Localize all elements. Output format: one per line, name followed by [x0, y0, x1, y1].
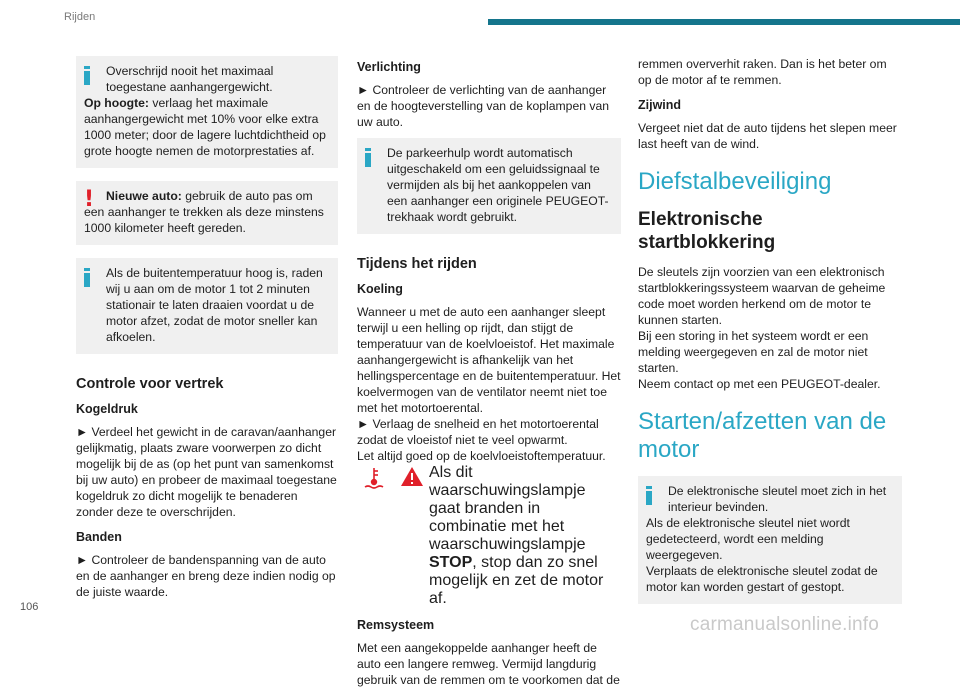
paragraph-koeling-step: ► Verlaag de snelheid en het motortoerental zodat de vloeistof niet te veel opwarmt. — [357, 417, 599, 447]
note-text: gebruik de auto pas om een aanhanger te trekken als deze minstens 1000 kilometer heeft gereden. — [84, 189, 324, 235]
section-starten-afzetten: Starten/afzetten van de motor — [638, 408, 887, 463]
note-max-weight — [76, 56, 338, 168]
paragraph-startblokkering-3: Neem contact op met een PEUGEOT-dealer. — [638, 377, 881, 391]
paragraph-remsysteem-cont: remmen oververhit raken. Dan is het beter om op de motor af te remmen. — [638, 57, 887, 87]
note-text: Overschrijd nooit het maximaal toegestane aanhangergewicht. — [106, 64, 274, 94]
warning-icon: ! — [84, 187, 95, 212]
note-electronic-key — [638, 476, 902, 604]
paragraph-remsysteem: Met een aangekoppelde aanhanger heeft de auto een langere remweg. Vermijd langdurig gebruik van de remmen om te voorkomen dat de — [357, 641, 620, 687]
heading-tijdens-rijden: Tijdens het rijden — [357, 256, 477, 272]
watermark: carmanualsonline.info — [690, 614, 880, 635]
info-icon — [84, 268, 92, 287]
paragraph-verlichting: ► Controleer de verlichting van de aanhanger en de hoogteverstelling van de koplampen van uw auto. — [357, 83, 610, 129]
warning-triangle-icon — [401, 467, 423, 486]
section-diefstalbeveiliging: Diefstalbeveiliging — [638, 168, 832, 195]
heading-controle: Controle voor vertrek — [76, 376, 224, 392]
coolant-temperature-icon — [365, 468, 383, 488]
header-accent-bar — [488, 19, 960, 25]
note-text: Als de buitentemperatuur hoog is, raden wij u aan om de motor 1 tot 2 minuten stationair te laten draaien voordat u de motor afzet, zodat de motor sneller kan afkoelen. — [106, 266, 323, 344]
note-new-car — [76, 181, 338, 245]
note-high-temperature — [76, 258, 338, 354]
heading-kogeldruk: Kogeldruk — [76, 402, 138, 416]
column-2 — [357, 56, 621, 696]
heading-verlichting: Verlichting — [357, 60, 421, 74]
heading-zijwind: Zijwind — [638, 98, 682, 112]
paragraph-banden: ► Controleer de bandenspanning van de auto en de aanhanger en breng deze indien nodig op de juiste waarde. — [76, 553, 336, 599]
heading-koeling: Koeling — [357, 282, 403, 296]
note-bold-label: Nieuwe auto: — [106, 189, 182, 203]
paragraph-startblokkering-1: De sleutels zijn voorzien van een elektronisch startblokkeringssysteem waarvan de geheime code moet worden herkend om de motor te kunnen starten. — [638, 265, 886, 327]
warning-text: , stop dan zo snel mogelijk en zet de motor af. — [429, 554, 604, 607]
paragraph-koeling-watch: Let altijd goed op de koelvloeistoftemperatuur. — [357, 449, 606, 463]
running-header: Rijden — [64, 11, 96, 23]
warning-text: Als dit waarschuwingslampje gaat branden in combinatie met het waarschuwingslampje — [429, 464, 586, 553]
paragraph-startblokkering-2: Bij een storing in het systeem wordt er een melding weergegeven en zal de motor niet starten. — [638, 329, 869, 375]
paragraph-zijwind: Vergeet niet dat de auto tijdens het slepen meer last heeft van de wind. — [638, 121, 897, 151]
stop-label: STOP — [429, 554, 473, 571]
note-text: De parkeerhulp wordt automatisch uitgeschakeld om een geluidssignaal te vermijden als bij het aankoppelen van een aanhanger een originele PEUGEOT-trekhaak wordt gebruikt. — [387, 146, 609, 224]
note-text: verlaag het maximale aanhangergewicht met 10% voor elke extra 1000 meter; door de lagere luchtdichtheid op grote hoogte nemen de motorprestaties af. — [84, 96, 326, 158]
info-icon — [365, 148, 373, 167]
column-3 — [638, 56, 902, 617]
paragraph-kogeldruk: ► Verdeel het gewicht in de caravan/aanhanger gelijkmatig, plaats zware voorwerpen zo dicht mogelijk bij de as (op het punt van samenkomst bij uw auto) en probeer de maximaal toegestane kogeldruk zo dicht mogelijk te benaderen zonder deze te overschrijden. — [76, 425, 337, 519]
info-icon — [646, 486, 654, 505]
column-1 — [76, 56, 338, 608]
heading-banden: Banden — [76, 530, 122, 544]
paragraph-koeling: Wanneer u met de auto een aanhanger sleept terwijl u een helling op rijdt, dan stijgt de temperatuur van de koelvloeistof. Het maximale aanhangergewicht is afhankelijk van het hellingspercentage en de buitentemperatuur. Het koelvermogen van de ventilator neemt niet toe met het motortoerental. — [357, 305, 621, 415]
coolant-warning-block — [357, 464, 621, 608]
page-number: 106 — [20, 601, 39, 613]
note-parking-sensors — [357, 138, 621, 234]
note-text: Als de elektronische sleutel niet wordt gedetecteerd, wordt een melding weergegeven. — [646, 516, 850, 562]
note-text: Verplaats de elektronische sleutel zodat de motor kan worden gestart of gestopt. — [646, 564, 878, 594]
info-icon — [84, 66, 92, 85]
note-bold-label: Op hoogte: — [84, 96, 149, 110]
heading-startblokkering: Elektronische startblokkering — [638, 209, 776, 253]
note-text: De elektronische sleutel moet zich in het interieur bevinden. — [668, 484, 887, 514]
warning-icons-group — [357, 464, 427, 494]
heading-remsysteem: Remsysteem — [357, 618, 435, 632]
